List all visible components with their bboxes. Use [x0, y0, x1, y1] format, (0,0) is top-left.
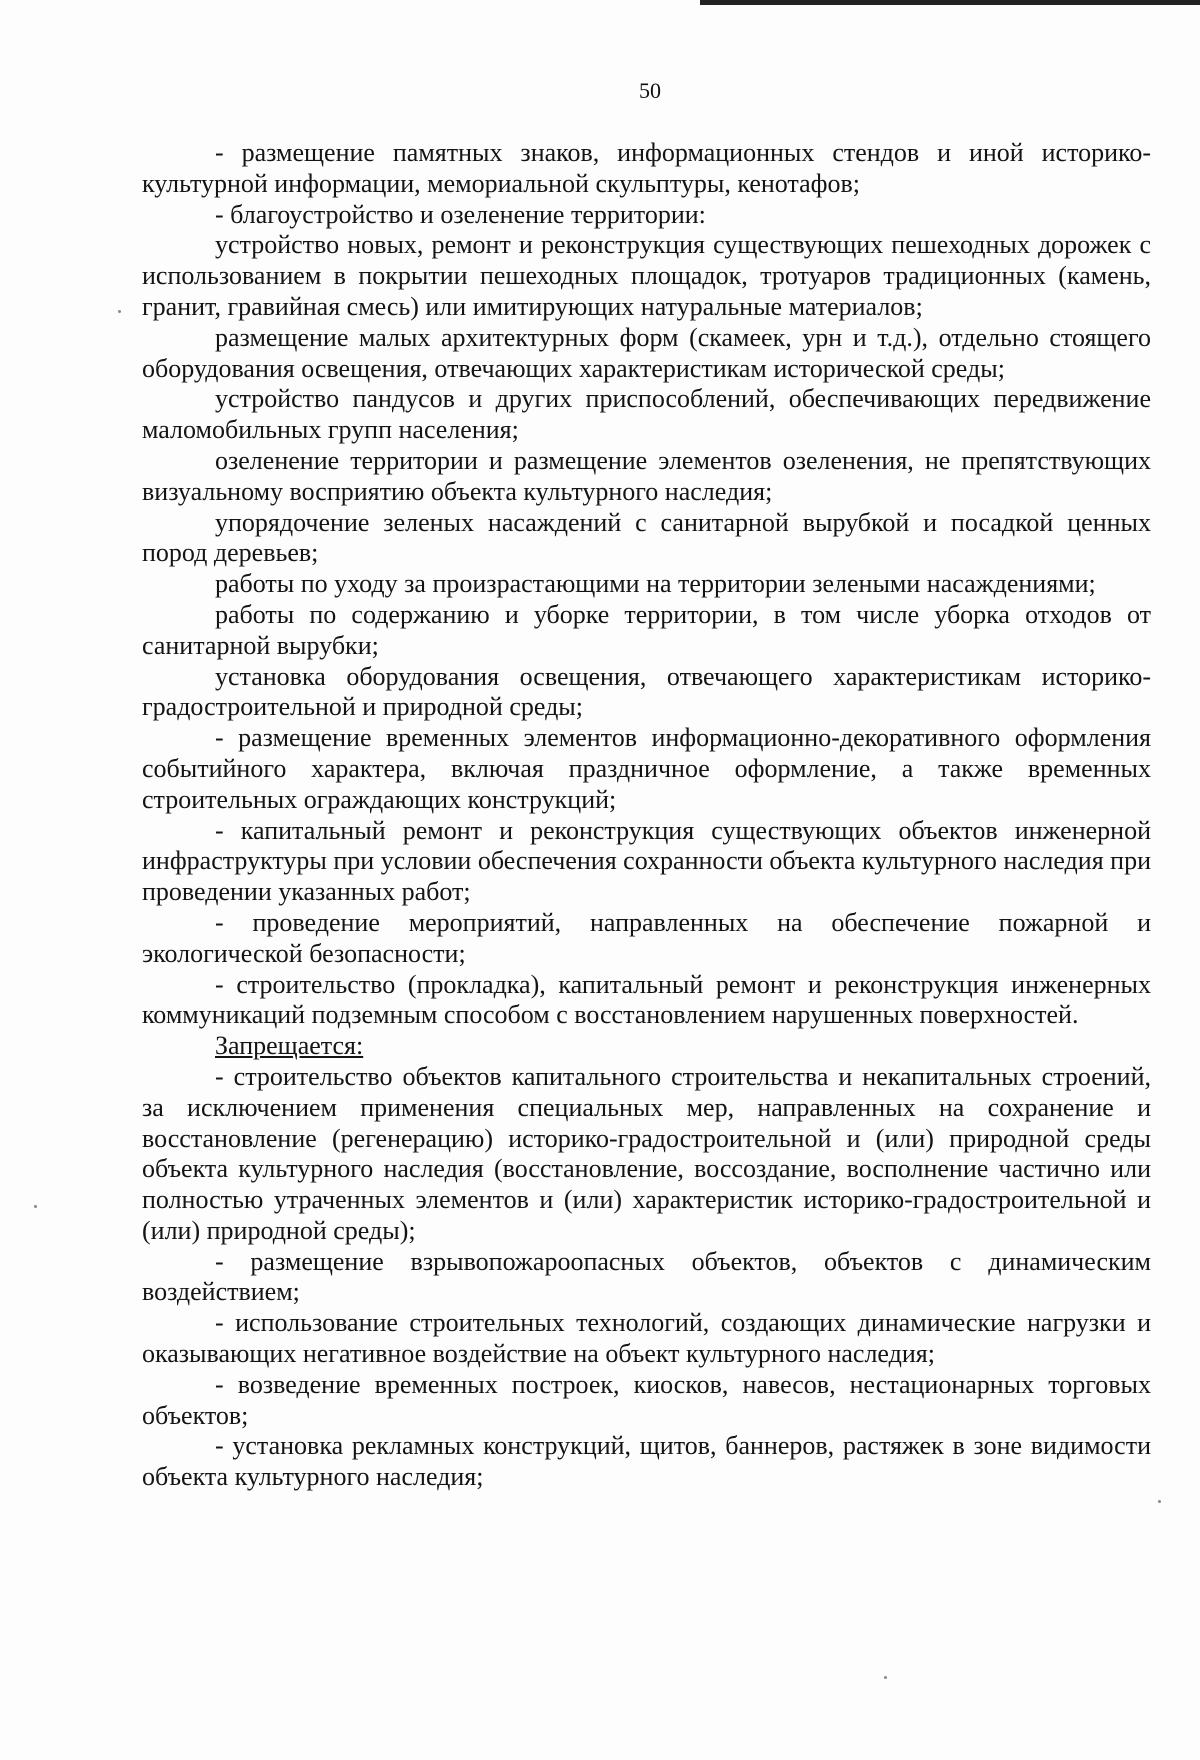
prohibited-heading-text: Запрещается:	[215, 1031, 364, 1061]
prohibited-heading	[142, 1031, 1151, 1062]
scan-speck	[884, 1676, 887, 1679]
paragraph: - благоустройство и озеленение территории:	[215, 199, 706, 229]
paragraph: - капитальный ремонт и реконструкция существующих объектов инженерной инфраструктуры при условии обеспечения сохранности объекта культурного наследия при проведении указанных работ;	[142, 815, 1151, 907]
prohibited-item: - строительство объектов капитального строительства и некапитальных строений, за исключением применения специальных мер, направленных на сохранение и восстановление (регенерацию) историко-градостроительной и (или) природной среды объекта культурного наследия (восстановление, воссоздание, восполнение частично или полностью утраченных элементов и (или) характеристик историко-градостроительной и (или) природной среды);	[142, 1061, 1151, 1245]
prohibited-item: - использование строительных технологий, создающих динамические нагрузки и оказывающих негативное воздействие на объект культурного наследия;	[142, 1308, 1151, 1369]
paragraph: работы по уходу за произрастающими на территории зелеными насаждениями;	[215, 569, 1096, 599]
paragraph: - строительство (прокладка), капитальный ремонт и реконструкция инженерных коммуникаций подземным способом с восстановлением нарушенных поверхностей.	[142, 969, 1151, 1030]
paragraph: упорядочение зеленых насаждений с санитарной вырубкой и посадкой ценных пород деревьев;	[142, 507, 1151, 568]
paragraph: установка оборудования освещения, отвечающего характеристикам историко-градостроительной и природной среды;	[142, 661, 1151, 722]
prohibited-item: - возведение временных построек, киосков, навесов, нестационарных торговых объектов;	[142, 1369, 1151, 1430]
scan-speck	[34, 1205, 37, 1208]
document-body	[142, 138, 1151, 1493]
paragraph: озеленение территории и размещение элементов озеленения, не препятствующих визуальному восприятию объекта культурного наследия;	[142, 445, 1151, 506]
page-number: 50	[639, 78, 661, 103]
paragraph: размещение малых архитектурных форм (скамеек, урн и т.д.), отдельно стоящего оборудования освещения, отвечающих характеристикам исторической среды;	[142, 322, 1151, 383]
paragraph: - проведение мероприятий, направленных на обеспечение пожарной и экологической безопасности;	[142, 907, 1151, 968]
paragraph: устройство пандусов и других приспособлений, обеспечивающих передвижение маломобильных групп населения;	[142, 384, 1151, 445]
prohibited-item: - размещение взрывопожароопасных объектов, объектов с динамическим воздействием;	[142, 1246, 1151, 1307]
paragraph: работы по содержанию и уборке территории, в том числе уборка отходов от санитарной вырубки;	[142, 599, 1151, 660]
paragraph: устройство новых, ремонт и реконструкция существующих пешеходных дорожек с использованием в покрытии пешеходных площадок, тротуаров традиционных (камень, гранит, гравийная смесь) или имитирующих натуральные материалов;	[142, 230, 1151, 321]
paragraph: - размещение временных элементов информационно-декоративного оформления событийного характера, включая праздничное оформление, а также временных строительных ограждающих конструкций;	[142, 723, 1151, 814]
scan-speck	[118, 310, 121, 313]
top-edge-rule	[700, 0, 1200, 5]
scan-speck	[1158, 1500, 1161, 1503]
prohibited-item: - установка рекламных конструкций, щитов, баннеров, растяжек в зоне видимости объекта культурного наследия;	[142, 1431, 1151, 1492]
paragraph: - размещение памятных знаков, информационных стендов и иной историко-культурной информации, мемориальной скульптуры, кенотафов;	[142, 138, 1151, 198]
